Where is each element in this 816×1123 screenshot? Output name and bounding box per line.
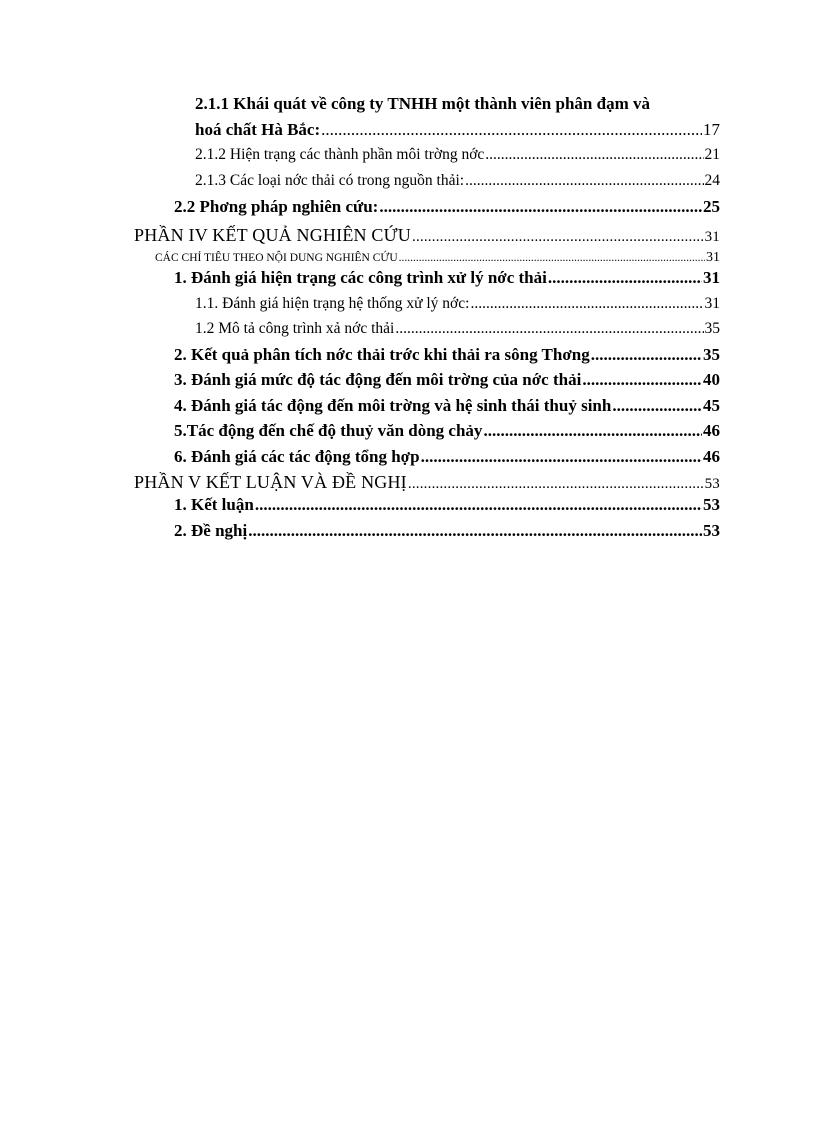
toc-page-number: 35 [704,320,720,337]
toc-entry-v-1 [174,495,720,515]
toc-page-number: 46 [703,447,720,466]
toc-entry-2-2 [174,197,720,217]
toc-leader-dots [408,476,704,493]
toc-leader-dots [255,495,702,515]
toc-leader-dots [548,268,702,288]
toc-entry-iv-4 [174,396,720,416]
toc-entry-title: 1. Đánh giá hiện trạng các công trình xử lý nớc thải [174,268,547,287]
toc-entry-2-1-1-line1 [195,94,650,114]
toc-leader-dots [379,197,702,217]
toc-page-number: 17 [703,120,720,139]
toc-entry-title: 2. Đề nghị [174,521,248,540]
toc-leader-dots [582,370,702,390]
toc-leader-dots [321,120,702,140]
toc-page-number: 46 [703,421,720,440]
toc-page-number: 40 [703,370,720,389]
toc-page-number: 45 [703,396,720,415]
toc-leader-dots [485,146,703,164]
toc-leader-dots [465,172,703,190]
toc-page-number: 31 [704,295,720,312]
toc-entry-iv-1-2 [195,320,720,338]
toc-entry-phan-iv [134,225,720,246]
toc-leader-dots [248,521,702,541]
toc-entry-iv-3 [174,370,720,390]
toc-entry-title: 3. Đánh giá mức độ tác động đến môi trờng của nớc thải [174,370,582,389]
toc-leader-dots [395,320,703,338]
toc-leader-dots [399,252,705,264]
toc-entry-iv-5 [174,421,720,441]
toc-entry-title: CÁC CHỈ TIÊU THEO NỘI DUNG NGHIÊN CỨU [155,252,398,264]
toc-page-number: 53 [703,521,720,540]
toc-entry-title: 2.2 Phơng pháp nghiên cứu: [174,197,379,216]
toc-page-number: 31 [706,250,720,265]
toc-entry-title: PHẦN IV KẾT QUẢ NGHIÊN CỨU [134,225,411,245]
toc-entry-phan-v [134,472,720,493]
toc-leader-dots [612,396,702,416]
toc-entry-title: 5.Tác động đến chế độ thuỷ văn dòng chảy [174,421,483,440]
toc-entry-iv-6 [174,447,720,467]
toc-entry-title: PHẦN V KẾT LUẬN VÀ ĐỀ NGHỊ [134,472,407,492]
toc-entry-cac-chi-tieu [155,250,720,266]
toc-entry-title: 6. Đánh giá các tác động tổng hợp [174,447,420,466]
toc-entry-v-2 [174,521,720,541]
toc-entry-title: 4. Đánh giá tác động đến môi trờng và hệ sinh thái thuỷ sinh [174,396,612,415]
toc-entry-title: 2. Kết quả phân tích nớc thải trớc khi thải ra sông Thơng [174,345,590,364]
toc-entry-title: 1.2 Mô tả công trình xả nớc thải [195,320,395,337]
toc-leader-dots [470,295,703,313]
toc-entry-iv-2 [174,345,720,365]
toc-entry-iv-1-1 [195,295,720,313]
toc-entry-title: 1. Kết luận [174,495,254,514]
toc-page-number: 35 [703,345,720,364]
toc-leader-dots [591,345,702,365]
toc-entry-2-1-3 [195,172,720,190]
toc-entry-2-1-2 [195,146,720,164]
toc-entry-title: hoá chất Hà Bắc: [195,120,321,139]
toc-page-number: 24 [704,172,720,189]
toc-page-number: 21 [704,146,720,163]
toc-entry-title: 2.1.1 Khái quát về công ty TNHH một thành viên phân đạm và [195,94,650,113]
toc-entry-title: 1.1. Đánh giá hiện trạng hệ thống xử lý nớc: [195,295,470,312]
toc-page-number: 25 [703,197,720,216]
toc-entry-iv-1 [174,268,720,288]
toc-page-number: 53 [703,495,720,514]
toc-page-number: 53 [704,476,720,492]
toc-leader-dots [483,421,702,441]
toc-entry-2-1-1 [195,120,720,140]
toc-entry-title: 2.1.2 Hiện trạng các thành phần môi trờng nớc [195,146,485,163]
toc-leader-dots [421,447,702,467]
toc-entry-title: 2.1.3 Các loại nớc thải có trong nguồn thải: [195,172,465,189]
toc-page-number: 31 [703,268,720,287]
toc-leader-dots [412,229,704,246]
toc-page-number: 31 [704,229,720,245]
